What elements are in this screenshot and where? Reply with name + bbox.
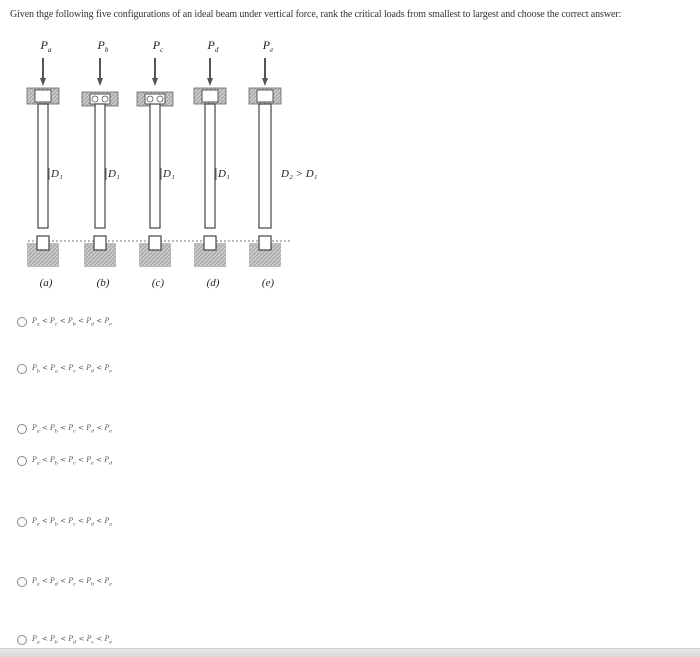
beam — [259, 104, 271, 228]
load-label-e: $P_e$ — [262, 38, 274, 54]
diameter-label-c: D₁ — [163, 168, 175, 180]
radio-button[interactable] — [17, 635, 27, 645]
load-arrowhead — [152, 78, 158, 86]
radio-button[interactable] — [17, 577, 27, 587]
bottom-clamp-block — [37, 236, 49, 250]
bottom-clamp-block — [149, 236, 161, 250]
beam — [95, 104, 105, 228]
answer-option[interactable] — [17, 454, 112, 468]
roller-wheel — [102, 96, 108, 102]
roller-wheel — [157, 96, 163, 102]
top-clamp-block — [202, 90, 218, 102]
answer-option-label: $P_a < P_d < P_c < P_b < P_e$ — [32, 576, 113, 588]
load-arrowhead — [207, 78, 213, 86]
column-b — [82, 38, 120, 289]
load-label-d: $P_d$ — [207, 38, 219, 54]
column-d — [194, 38, 230, 289]
top-clamp-block — [35, 90, 51, 102]
roller-wheel — [92, 96, 98, 102]
answer-option[interactable] — [17, 575, 112, 589]
bottom-clamp-block — [94, 236, 106, 250]
answer-option-label: $P_a < P_c < P_b < P_d < P_e$ — [32, 316, 113, 328]
answer-option-label: $P_a < P_b < P_c < P_e < P_d$ — [32, 455, 113, 467]
case-label-b: (b) — [96, 277, 110, 289]
load-arrowhead — [40, 78, 46, 86]
load-arrowhead — [262, 78, 268, 86]
load-label-a: $P_a$ — [40, 38, 52, 54]
case-label-d: (d) — [206, 277, 220, 289]
diameter-label-d: D₁ — [218, 168, 230, 180]
roller-wheel — [147, 96, 153, 102]
bottom-clamp-block — [259, 236, 271, 250]
case-label-a: (a) — [39, 277, 53, 289]
column-a — [27, 38, 63, 289]
load-label-c: $P_c$ — [152, 38, 164, 54]
diameter-label-a: D₁ — [51, 168, 63, 180]
answer-option[interactable] — [17, 315, 112, 329]
answer-option-label: $P_b < P_a < P_c < P_d < P_e$ — [32, 363, 113, 375]
column-e — [249, 38, 318, 289]
load-arrowhead — [97, 78, 103, 86]
beam — [38, 104, 48, 228]
top-clamp-block — [257, 90, 273, 102]
answer-option[interactable] — [17, 633, 112, 647]
beam — [150, 104, 160, 228]
diameter-label-b: D₁ — [108, 168, 120, 180]
answer-option-label: $P_e < P_b < P_c < P_d < P_a$ — [32, 516, 113, 528]
radio-button[interactable] — [17, 517, 27, 527]
beam — [205, 104, 215, 228]
bottom-clamp-block — [204, 236, 216, 250]
answer-option[interactable] — [17, 515, 112, 529]
case-label-e: (e) — [261, 277, 275, 289]
load-label-b: $P_b$ — [97, 38, 109, 54]
column-c — [137, 38, 175, 289]
radio-button[interactable] — [17, 317, 27, 327]
answer-option[interactable] — [17, 362, 112, 376]
radio-button[interactable] — [17, 364, 27, 374]
radio-button[interactable] — [17, 424, 27, 434]
answer-option-label: $P_a < P_b < P_d < P_c < P_e$ — [32, 634, 113, 646]
radio-button[interactable] — [17, 456, 27, 466]
diameter-label-e: D₂ > D₁ — [281, 168, 318, 180]
case-label-c: (c) — [151, 277, 165, 289]
question-text: Given thge following five configurations of an ideal beam under vertical force, rank the critical loads from smallest to largest and choose the correct answer: — [10, 9, 622, 20]
answer-option[interactable] — [17, 422, 112, 436]
answer-option-label: $P_a < P_b < P_c < P_d < P_e$ — [32, 423, 113, 435]
beam-configurations-figure — [0, 0, 700, 300]
